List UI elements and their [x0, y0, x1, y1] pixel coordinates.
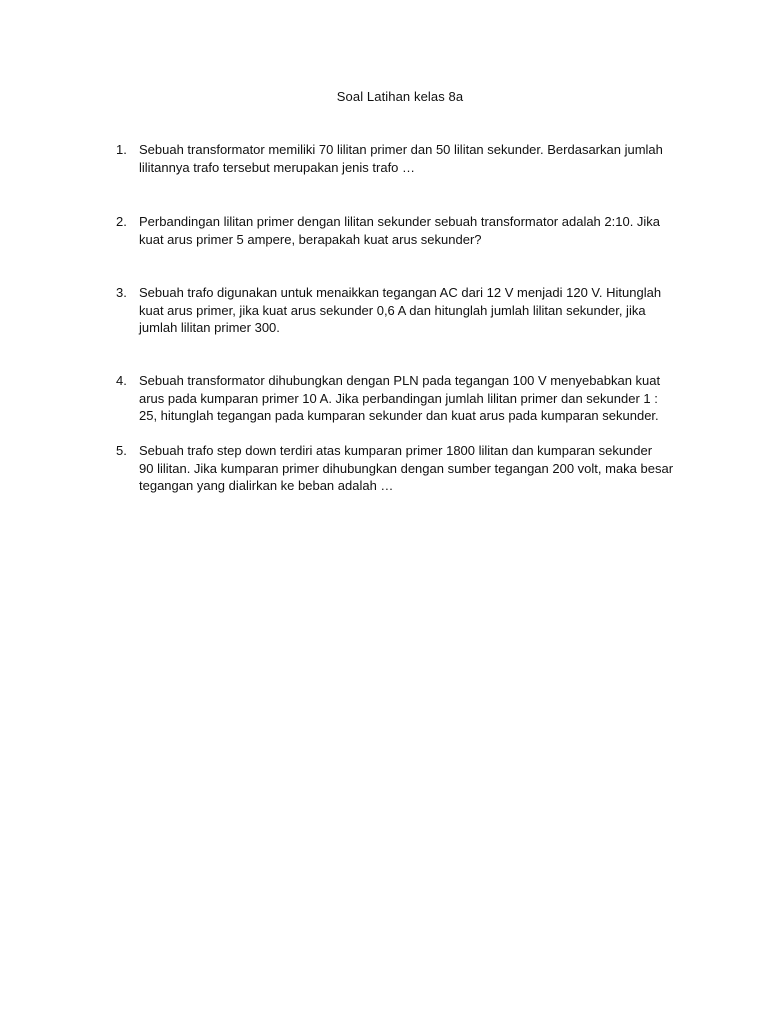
question-number: 5. — [116, 443, 127, 458]
question-number: 3. — [116, 285, 127, 300]
question-number: 4. — [116, 373, 127, 388]
question-text: Sebuah transformator dihubungkan dengan PLN pada tegangan 100 V menyebabkan kuat arus pada kumparan primer 10 A. Jika perbandingan jumlah lilitan primer dan sekunder 1 : 25, hitunglah tegangan pada kumparan sekunder dan kuat arus pada kumparan sekunder. — [139, 373, 661, 423]
question-text: Sebuah transformator memiliki 70 lilitan primer dan 50 lilitan sekunder. Berdasarkan jumlah lilitannya trafo tersebut merupakan jenis trafo … — [139, 142, 663, 175]
question-item — [116, 442, 686, 495]
question-item — [116, 141, 686, 176]
question-text: Sebuah trafo digunakan untuk menaikkan tegangan AC dari 12 V menjadi 120 V. Hitunglah kuat arus primer, jika kuat arus sekunder 0,6 A dan hitunglah jumlah lilitan sekunder, jika jumlah lilitan primer 300. — [139, 285, 662, 335]
question-item — [116, 213, 686, 248]
question-text: Sebuah trafo step down terdiri atas kumparan primer 1800 lilitan dan kumparan sekunder 90 lilitan. Jika kumparan primer dihubungkan dengan sumber tegangan 200 volt, maka besar tegangan yang dialirkan ke beban adalah … — [139, 443, 674, 493]
question-text: Perbandingan lilitan primer dengan lilitan sekunder sebuah transformator adalah 2:10. Jika kuat arus primer 5 ampere, berapakah kuat arus sekunder? — [139, 214, 661, 247]
document-title: Soal Latihan kelas 8a — [336, 89, 464, 104]
question-number: 2. — [116, 214, 127, 229]
question-item — [116, 284, 686, 337]
question-number: 1. — [116, 142, 127, 157]
question-item — [116, 372, 686, 425]
